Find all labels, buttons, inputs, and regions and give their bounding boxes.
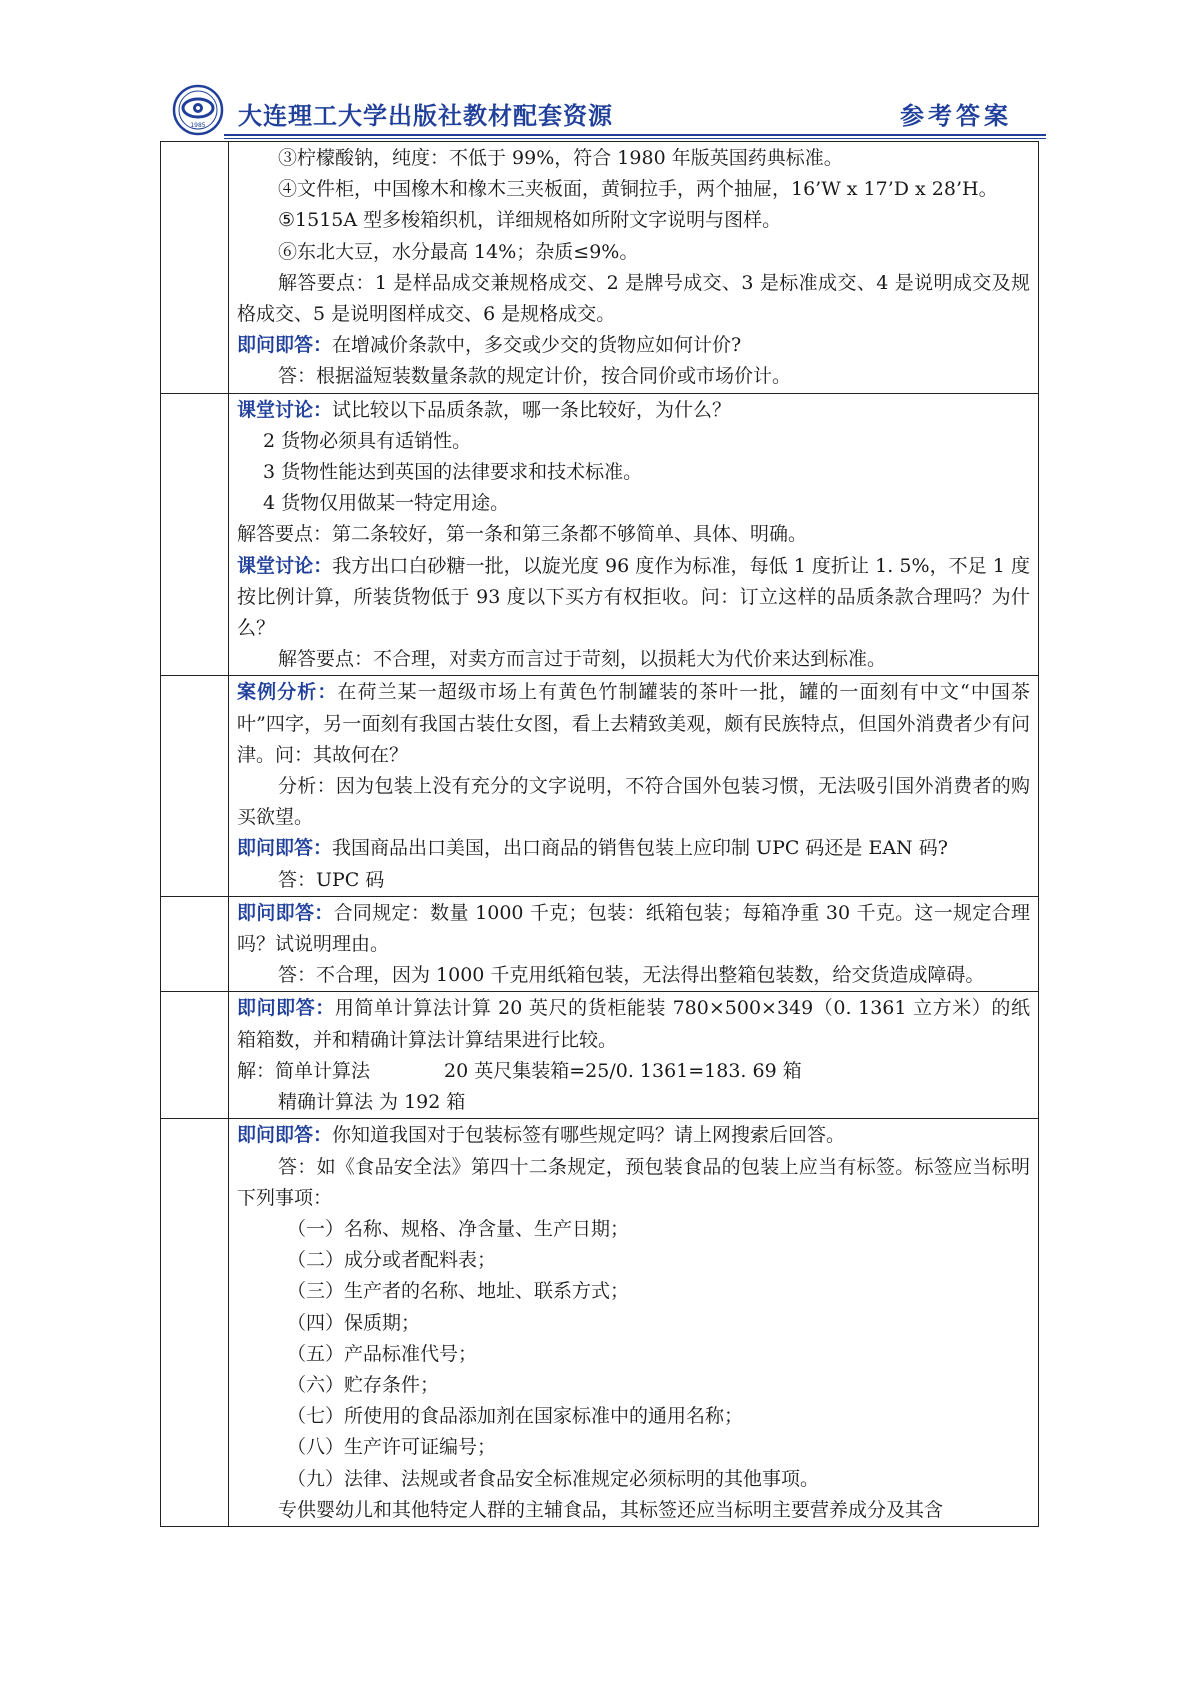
table-row — [161, 393, 1039, 676]
discussion-question: 试比较以下品质条款，哪一条比较好，为什么？ — [332, 398, 732, 421]
case-analysis — [237, 677, 1030, 771]
qa-label: 即问即答： — [237, 1124, 333, 1147]
table-row — [161, 896, 1039, 992]
quick-qa — [237, 898, 1030, 960]
table-row — [161, 1119, 1039, 1527]
answer-key: 解答要点：第二条较好，第一条和第三条都不够简单、具体、明确。 — [237, 523, 808, 546]
table-row — [161, 142, 1039, 394]
discussion — [237, 395, 1030, 426]
case-analysis-answer: 分析：因为包装上没有充分的文字说明，不符合国外包装习惯，无法吸引国外消费者的购买欲望。 — [237, 775, 1030, 829]
row-side-cell — [161, 992, 229, 1119]
answer-key: 解答要点：1 是样品成交兼规格成交、2 是牌号成交、3 是标准成交、4 是说明成交及规格成交、5 是说明图样成交、6 是规格成交。 — [237, 271, 1030, 326]
qa-answer: 答：如《食品安全法》第四十二条规定，预包装食品的包装上应当有标签。标签应当标明下列事项： — [237, 1155, 1030, 1209]
document-type-title: 参考答案 — [900, 102, 1012, 130]
label-item: （三）生产者的名称、地址、联系方式； — [287, 1280, 630, 1303]
quick-qa — [237, 993, 1030, 1055]
row-content-cell — [229, 676, 1039, 896]
university-press-logo — [172, 84, 224, 136]
row-side-cell — [161, 142, 229, 394]
body-line: ④文件柜，中国橡木和橡木三夹板面，黄铜拉手，两个抽屉，16’W x 17’D x 28’H。 — [278, 178, 998, 201]
qa-label: 即问即答： — [237, 837, 333, 860]
publisher-title: 大连理工大学出版社教材配套资源 — [238, 102, 613, 130]
row-side-cell — [161, 393, 229, 676]
qa-question: 用简单计算法计算 20 英尺的货柜能装 780×500×349（0. 1361 立方米）的纸箱箱数，并和精确计算法计算结果进行比较。 — [237, 997, 1030, 1051]
qa-question: 我国商品出口美国，出口商品的销售包装上应印制 UPC 码还是 EAN 码? — [332, 837, 948, 860]
qa-question: 合同规定：数量 1000 千克；包装：纸箱包装；每箱净重 30 千克。这一规定合理吗？试说明理由。 — [237, 901, 1030, 956]
clause-item: 2 货物必须具有适销性。 — [263, 429, 472, 452]
body-line: ⑥东北大豆，水分最高 14%；杂质≤9%。 — [278, 240, 639, 263]
qa-label: 即问即答： — [237, 901, 334, 924]
discussion-label: 课堂讨论： — [237, 554, 333, 577]
qa-answer: 答：根据溢短装数量条款的规定计价，按合同价或市场价计。 — [278, 365, 792, 388]
case-label: 案例分析： — [237, 681, 338, 704]
header-rule-thick — [224, 134, 1046, 136]
row-content-cell — [229, 1119, 1039, 1527]
label-item: （一）名称、规格、净含量、生产日期； — [287, 1217, 630, 1240]
solution-formula: 20 英尺集装箱=25/0. 1361=183. 69 箱 — [444, 1059, 802, 1082]
qa-answer: 答：UPC 码 — [278, 868, 385, 891]
solution-prefix: 解：简单计算法 — [237, 1059, 371, 1082]
qa-label: 即问即答： — [237, 334, 333, 357]
row-side-cell — [161, 1119, 229, 1527]
solution-precise: 精确计算法 为 192 箱 — [278, 1091, 466, 1114]
answer-key: 解答要点：不合理，对卖方而言过于苛刻，以损耗大为代价来达到标准。 — [278, 648, 887, 671]
body-line: ⑤1515A 型多梭箱织机，详细规格如所附文字说明与图样。 — [278, 209, 782, 232]
label-item: （五）产品标准代号； — [287, 1342, 478, 1365]
discussion — [237, 551, 1030, 645]
quick-qa — [237, 833, 1030, 864]
qa-question: 在增减价条款中，多交或少交的货物应如何计价? — [332, 334, 742, 357]
table-row — [161, 992, 1039, 1119]
header-rule-thin — [224, 138, 1046, 139]
body-line: ③柠檬酸钠，纯度：不低于 99%，符合 1980 年版英国药典标准。 — [278, 147, 843, 169]
discussion-question: 我方出口白砂糖一批，以旋光度 96 度作为标准，每低 1 度折让 1. 5%，不足 1 度按比例计算，所装货物低于 93 度以下买方有权拒收。问：订立这样的品质条款合理吗？为什么？ — [237, 554, 1030, 640]
logo-year: 1985 — [190, 122, 206, 129]
answer-table — [160, 141, 1039, 1527]
qa-question: 你知道我国对于包装标签有哪些规定吗？请上网搜索后回答。 — [332, 1124, 846, 1147]
label-item: （六）贮存条件； — [287, 1373, 440, 1396]
label-item: （九）法律、法规或者食品安全标准规定必须标明的其他事项。 — [287, 1467, 820, 1490]
case-text: 在荷兰某一超级市场上有黄色竹制罐装的茶叶一批，罐的一面刻有中文“中国茶叶”四字，另一面刻有我国古装仕女图，看上去精致美观，颇有民族特点，但国外消费者少有问津。问：其故何在？ — [237, 681, 1030, 766]
label-item: （八）生产许可证编号； — [287, 1436, 497, 1459]
clause-item: 4 货物仅用做某一特定用途。 — [263, 492, 510, 515]
qa-answer: 答：不合理，因为 1000 千克用纸箱包装，无法得出整箱包装数，给交货造成障碍。 — [278, 964, 985, 987]
quick-qa — [237, 1120, 1030, 1151]
row-content-cell — [229, 992, 1039, 1119]
clause-item: 3 货物性能达到英国的法律要求和技术标准。 — [263, 461, 643, 484]
row-content-cell — [229, 142, 1039, 394]
label-item: （七）所使用的食品添加剂在国家标准中的通用名称； — [287, 1405, 744, 1428]
discussion-label: 课堂讨论： — [237, 398, 333, 421]
row-side-cell — [161, 896, 229, 992]
table-row — [161, 676, 1039, 896]
trailing-line: 专供婴幼儿和其他特定人群的主辅食品，其标签还应当标明主要营养成分及其含 — [278, 1498, 944, 1521]
quick-qa — [237, 330, 1030, 361]
page-header — [172, 82, 1046, 140]
row-content-cell — [229, 896, 1039, 992]
label-item: （二）成分或者配料表； — [287, 1249, 497, 1272]
row-side-cell — [161, 676, 229, 896]
row-content-cell — [229, 393, 1039, 676]
solution-line — [237, 1056, 1030, 1087]
label-item: （四）保质期； — [287, 1311, 421, 1334]
qa-label: 即问即答： — [237, 997, 335, 1020]
